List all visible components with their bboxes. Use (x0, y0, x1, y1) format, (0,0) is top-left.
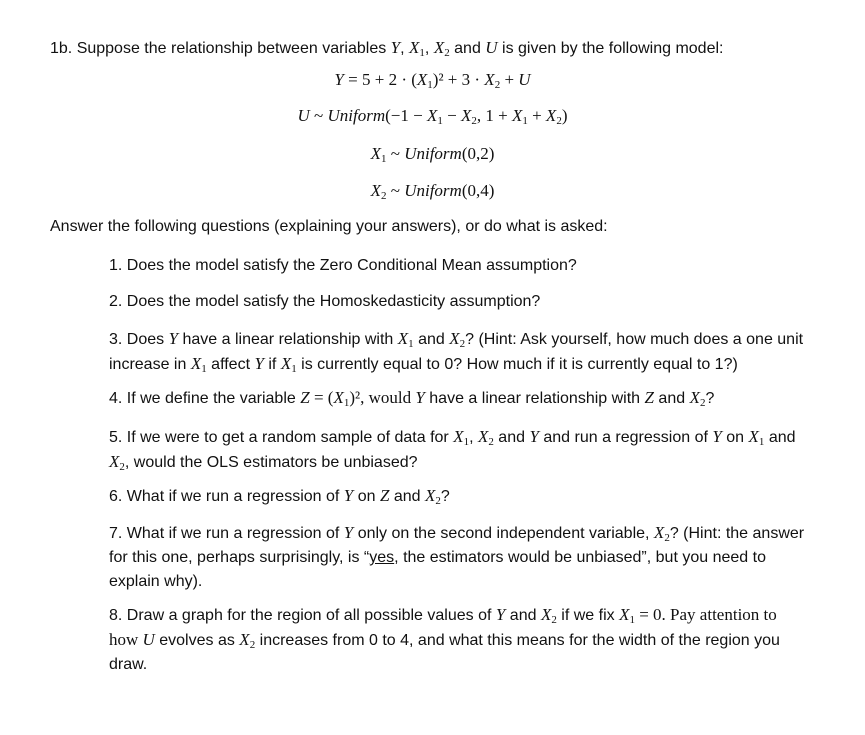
var-u: U (485, 38, 498, 57)
question-3: 3. Does Y have a linear relationship with $X_1$ and $X_2$? (Hint: Ask yourself, how much does a one unit increase in $X_1$ affect Y if $X_1$ is currently equal to 0? How much if it is currently equal to 1?) (109, 329, 804, 375)
answer-instructions: Answer the following questions (explaining your answers), or do what is asked: (50, 218, 608, 235)
yes-underlined: yes (369, 549, 395, 566)
question-2: 2. Does the model satisfy the Homoskedasticity assumption? (109, 293, 541, 310)
var-y: Y (390, 38, 401, 57)
intro-prefix: 1b. Suppose the relationship between variables (50, 40, 391, 57)
problem-intro: 1b. Suppose the relationship between variables Y, $X_1$, $X_2$ and U is given by the following model: (50, 38, 724, 59)
equation-y-model: $Y = 5 + 2 \cdot (X_1)^2 + 3 \cdot X_2 + U$ (334, 70, 531, 91)
question-8: 8. Draw a graph for the region of all possible values of Y and $X_2$ if we fix $X_1 = 0$. Pay attention to how U evolves as $X_2$ increases from 0 to 4, and what this means for the width of the region you draw. (109, 605, 780, 673)
intro-suffix: is given by the following model: (497, 40, 724, 57)
question-6: 6. What if we run a regression of Y on Z and $X_2$? (109, 486, 450, 507)
equation-x1-distribution: $X_1$ ~ Uniform(0,2) (370, 144, 495, 165)
equation-x2-distribution: $X_2$ ~ Uniform(0,4) (370, 181, 495, 202)
question-4: 4. If we define the variable $Z = (X_1)^2$, would Y have a linear relationship with Z and $X_2$? (109, 388, 715, 409)
question-5: 5. If we were to get a random sample of data for $X_1$, $X_2$ and Y and run a regression of Y on $X_1$ and $X_2$, would the OLS estimators be unbiased? (109, 427, 796, 473)
question-1: 1. Does the model satisfy the Zero Conditional Mean assumption? (109, 257, 577, 274)
equation-u-distribution: U ~ Uniform(−1 − $X_1 - X_2$, $1 + X_1 + X_2$) (297, 106, 568, 127)
question-7: 7. What if we run a regression of Y only on the second independent variable, $X_2$? (Hint: the answer for this one, perhaps surprisingly, is “yes, the estimators would be unbiased”, but you need to explain why). (109, 523, 805, 590)
